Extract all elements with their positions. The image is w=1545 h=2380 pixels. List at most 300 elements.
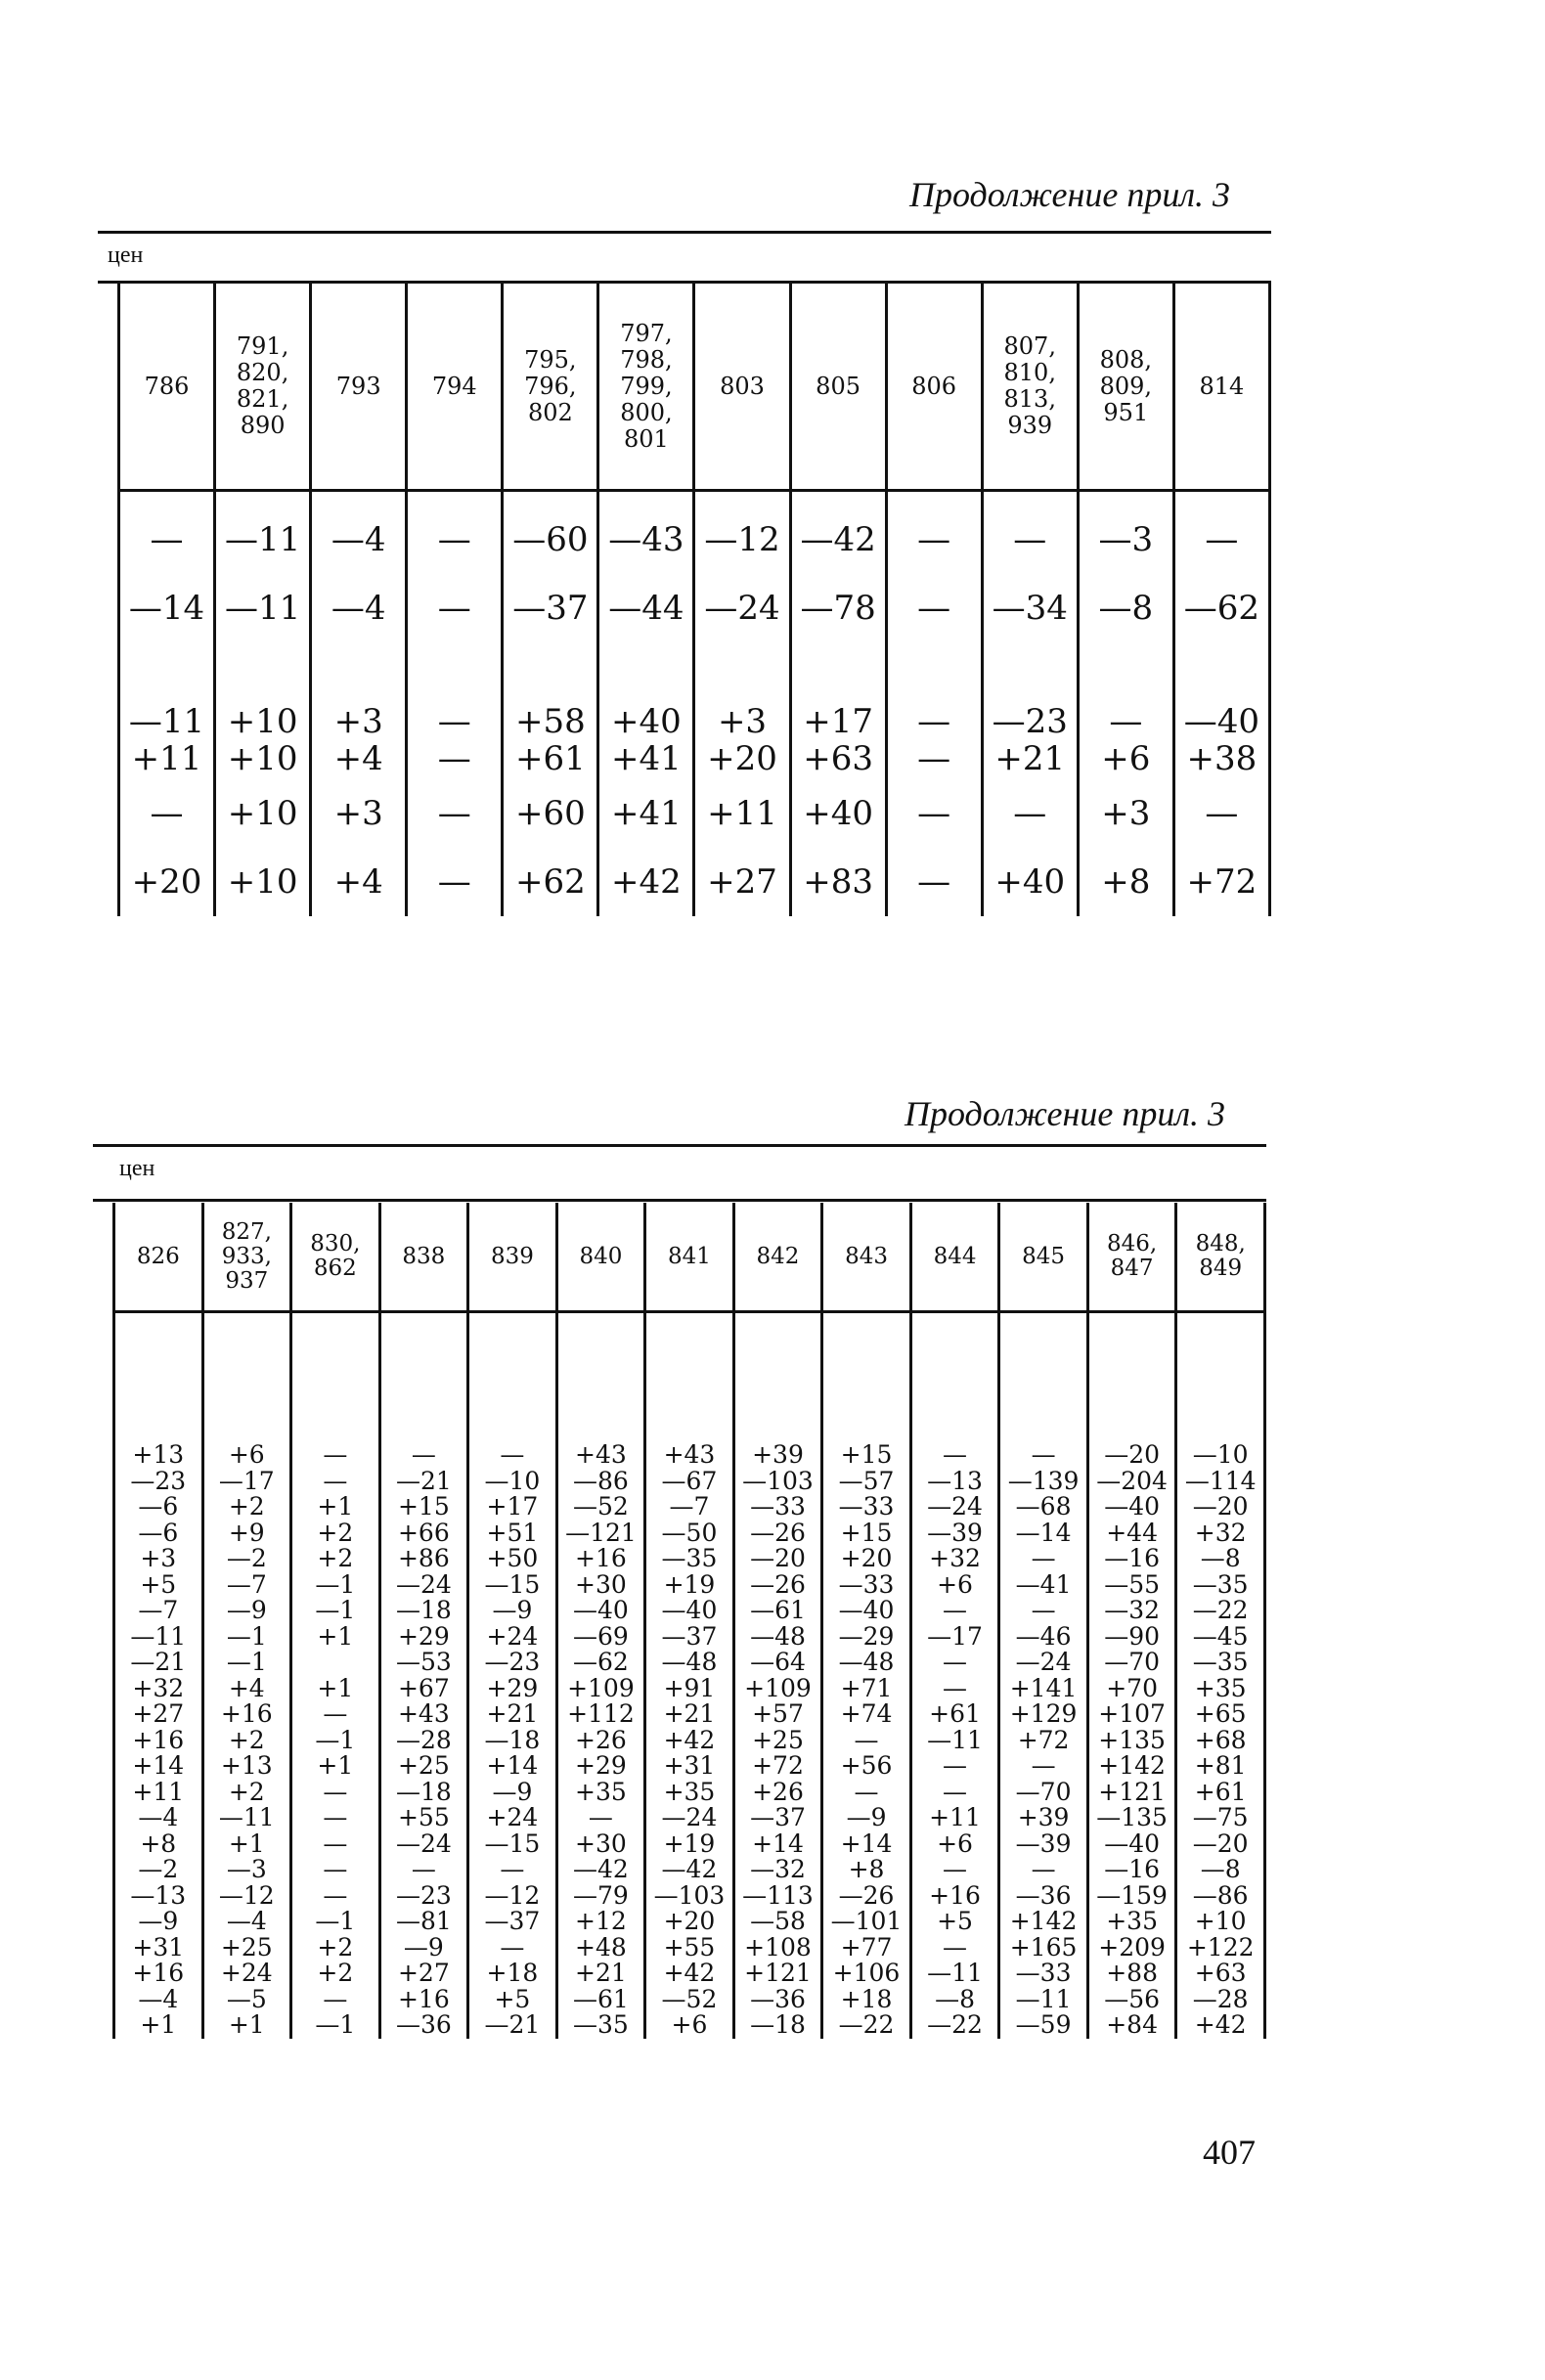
table-cell: +27 xyxy=(694,848,790,916)
table-cell: —28 xyxy=(1192,1984,1249,2013)
table-cell: —9 xyxy=(403,1932,444,1961)
top-rule-2 xyxy=(93,1144,1266,1147)
value-column xyxy=(822,1442,911,2039)
table-cell: —20 xyxy=(1104,1442,1161,1469)
table-cell: —18 xyxy=(484,1725,541,1754)
table-cell: +2 xyxy=(228,1725,265,1754)
spacer-row xyxy=(114,1325,1265,1442)
table-cell: —7 xyxy=(669,1492,710,1521)
table-cell: — xyxy=(1031,1442,1056,1469)
table-cell: +86 xyxy=(397,1544,450,1572)
table-cell: +109 xyxy=(744,1673,812,1702)
header-rule-2 xyxy=(93,1199,1266,1202)
table-cell: +1 xyxy=(140,2010,177,2039)
table-cell: —16 xyxy=(1104,1544,1161,1572)
table-cell: — xyxy=(407,506,503,574)
table-cell: +2 xyxy=(317,1959,354,1987)
table-cell: +15 xyxy=(840,1518,893,1547)
table-cell: +165 xyxy=(1009,1932,1078,1961)
table-cell: +48 xyxy=(575,1932,627,1961)
table-cell: +3 +4 xyxy=(311,701,407,779)
column-header: 845 xyxy=(999,1203,1088,1312)
table-cell: —103 xyxy=(653,1880,726,1910)
table-cell: —70 xyxy=(1104,1648,1161,1676)
column-header: 830, 862 xyxy=(291,1203,380,1312)
table-cell: +6 xyxy=(937,1569,973,1599)
table-cell: —58 xyxy=(750,1907,806,1935)
spacer-row xyxy=(119,642,1270,701)
table-cell: —12 xyxy=(484,1880,541,1910)
table-cell: — xyxy=(1031,1596,1056,1624)
table-cell: —20 xyxy=(750,1544,806,1572)
table-cell: +35 xyxy=(663,1777,716,1806)
table-cell: +3 +20 xyxy=(694,701,790,779)
table-cell: —24 xyxy=(1015,1648,1072,1676)
table-cell: —13 xyxy=(927,1466,983,1495)
table-row xyxy=(119,506,1270,574)
table-cell: +13 xyxy=(132,1442,185,1469)
table-cell: —9 xyxy=(846,1803,887,1831)
table-cell: —23 xyxy=(484,1648,541,1676)
column-header: 794 xyxy=(407,284,503,491)
table-cell: —60 xyxy=(503,506,598,574)
table-cell: +25 xyxy=(397,1751,450,1780)
table-cell: —36 xyxy=(1015,1880,1072,1910)
table-cell: +4 xyxy=(311,848,407,916)
table-cell: +10 xyxy=(1194,1907,1247,1935)
table-cell: —8 xyxy=(1078,574,1173,642)
table-cell: —22 xyxy=(927,2010,983,2039)
table-cell: —11 xyxy=(927,1959,983,1987)
table-cell: +63 xyxy=(1194,1959,1247,1987)
table-cell: — xyxy=(1031,1855,1056,1883)
table-cell: —12 xyxy=(694,506,790,574)
column-header: 814 xyxy=(1173,284,1269,491)
table-row xyxy=(119,848,1270,916)
separator-row xyxy=(114,1312,1265,1326)
table-cell: —37 xyxy=(503,574,598,642)
table-cell: +31 xyxy=(663,1751,716,1780)
table-cell: —62 xyxy=(573,1648,629,1676)
table-cell: +60 xyxy=(503,779,598,848)
table-cell: +68 xyxy=(1194,1725,1247,1754)
table-cell: —41 xyxy=(1015,1569,1072,1599)
table-cell: +43 xyxy=(663,1442,716,1469)
table-cell: — xyxy=(1031,1751,1056,1780)
table-cell: — xyxy=(1031,1544,1056,1572)
column-header: 786 xyxy=(119,284,215,491)
table-cell: — xyxy=(411,1855,436,1883)
table-cell: — xyxy=(323,1466,348,1495)
table-cell: +20 xyxy=(119,848,215,916)
table-cell: —8 xyxy=(1200,1855,1241,1883)
table-cell: — xyxy=(500,1932,525,1961)
table-cell: — xyxy=(411,1442,436,1469)
table-cell: +16 xyxy=(575,1544,627,1572)
table-cell: +10 xyxy=(215,779,311,848)
table-cell: —33 xyxy=(838,1492,895,1521)
table-cell: +35 xyxy=(1194,1673,1247,1702)
table-cell: —24 xyxy=(395,1569,452,1599)
table-cell: +40 xyxy=(982,848,1078,916)
table-cell: —4 xyxy=(138,1803,179,1831)
table-cell: —34 xyxy=(982,574,1078,642)
table-cell: +8 xyxy=(140,1829,177,1858)
table-cell: — xyxy=(323,1880,348,1910)
table-cell: —24 xyxy=(395,1829,452,1858)
table-cell: +142 xyxy=(1098,1751,1166,1780)
table-cell: —1 xyxy=(315,1725,356,1754)
table-cell: —103 xyxy=(742,1466,814,1495)
table-cell: —10 xyxy=(484,1466,541,1495)
table-row xyxy=(119,701,1270,779)
value-column xyxy=(910,1442,999,2039)
table-cell: — xyxy=(323,1699,348,1728)
table-cell: — xyxy=(943,1648,968,1676)
table-cell: —61 xyxy=(573,1984,629,2013)
table-cell: —17 xyxy=(927,1621,983,1651)
table-cell: —17 xyxy=(218,1466,275,1495)
table-cell: —68 xyxy=(1015,1492,1072,1521)
table-cell: +55 xyxy=(663,1932,716,1961)
table-cell: +65 xyxy=(1194,1699,1247,1728)
table-section-1 xyxy=(117,284,1271,916)
value-column xyxy=(379,1442,468,2039)
table-cell: +31 xyxy=(132,1932,185,1961)
table-cell: —24 xyxy=(661,1803,718,1831)
table-cell: +6 xyxy=(937,1829,973,1858)
table-cell: +10 +10 xyxy=(215,701,311,779)
table-cell: —113 xyxy=(742,1880,814,1910)
table-cell: —135 xyxy=(1096,1803,1168,1831)
table-cell: —8 xyxy=(935,1984,975,2013)
table-cell: +50 xyxy=(486,1544,539,1572)
table-cell: —26 xyxy=(750,1518,806,1547)
table-cell: +109 xyxy=(567,1673,635,1702)
table-cell: —40 xyxy=(573,1596,629,1624)
table-cell: —2 xyxy=(226,1544,267,1572)
table-cell: —32 xyxy=(1104,1596,1161,1624)
table-cell: —26 xyxy=(750,1569,806,1599)
table-cell: —11 +11 xyxy=(119,701,215,779)
column-header: 791, 820, 821, 890 xyxy=(215,284,311,491)
table-cell: +44 xyxy=(1106,1518,1158,1547)
table-cell: —45 xyxy=(1192,1621,1249,1651)
column-header: 846, 847 xyxy=(1087,1203,1176,1312)
table-cell: —67 xyxy=(661,1466,718,1495)
table-cell: — xyxy=(886,779,982,848)
table-cell: —11 xyxy=(130,1621,187,1651)
table-cell: —50 xyxy=(661,1518,718,1547)
table-cell: +16 xyxy=(220,1699,273,1728)
table-cell: —86 xyxy=(1192,1880,1249,1910)
table-cell: +61 xyxy=(1194,1777,1247,1806)
table-cell: +209 xyxy=(1098,1932,1166,1961)
value-column xyxy=(114,1442,203,2039)
table-cell: —9 xyxy=(492,1777,533,1806)
table-cell: +77 xyxy=(840,1932,893,1961)
table-cell: — xyxy=(119,779,215,848)
value-column xyxy=(1087,1442,1176,2039)
table-cell: — xyxy=(323,1803,348,1831)
table-cell: — xyxy=(886,848,982,916)
table-cell: —159 xyxy=(1096,1880,1168,1910)
table-cell: +16 xyxy=(929,1880,981,1910)
table-cell: +42 xyxy=(598,848,694,916)
table-cell: +21 xyxy=(486,1699,539,1728)
table-cell: —35 xyxy=(1192,1569,1249,1599)
table-section-2 xyxy=(112,1203,1266,2039)
column-header: 848, 849 xyxy=(1176,1203,1265,1312)
table-cell: —1 xyxy=(315,1569,356,1599)
table-cell: — xyxy=(854,1777,879,1806)
column-header: 805 xyxy=(790,284,886,491)
table-cell: +42 xyxy=(1194,2010,1247,2039)
table-cell: —42 xyxy=(573,1855,629,1883)
table-cell: +17 +63 xyxy=(790,701,886,779)
table-cell: — xyxy=(1173,779,1269,848)
table-cell: —11 xyxy=(1015,1984,1072,2013)
table-cell: — xyxy=(943,1855,968,1883)
table-cell: —75 xyxy=(1192,1803,1249,1831)
table-cell: —1 xyxy=(315,2010,356,2039)
table-cell: +30 xyxy=(575,1829,627,1858)
table-cell: +72 xyxy=(752,1751,804,1780)
table-cell: +17 xyxy=(486,1492,539,1521)
table-cell: —53 xyxy=(395,1648,452,1676)
table-cell: +18 xyxy=(840,1984,893,2013)
table-cell: —8 xyxy=(1200,1544,1241,1572)
separator-row xyxy=(119,491,1270,507)
table-cell: +11 xyxy=(694,779,790,848)
table-cell: —6 xyxy=(138,1518,179,1547)
table-cell: +32 xyxy=(1194,1518,1247,1547)
table-cell: — xyxy=(943,1777,968,1806)
table-cell: +11 xyxy=(132,1777,185,1806)
table-cell: —11 xyxy=(215,506,311,574)
table-cell: +20 xyxy=(663,1907,716,1935)
table-cell: —56 xyxy=(1104,1984,1161,2013)
table-cell: — xyxy=(500,1442,525,1469)
table-cell: +40 xyxy=(790,779,886,848)
table-cell: +14 xyxy=(752,1829,804,1858)
table-cell: —40 xyxy=(661,1596,718,1624)
table-cell: —9 xyxy=(138,1907,179,1935)
table-cell: —23 xyxy=(130,1466,187,1495)
table-cell: +11 xyxy=(929,1803,981,1831)
table-cell: —32 xyxy=(750,1855,806,1883)
column-header: 841 xyxy=(645,1203,734,1312)
table-cell: +62 xyxy=(503,848,598,916)
table-cell: —44 xyxy=(598,574,694,642)
table-cell: +24 xyxy=(486,1803,539,1831)
table-cell: —1 xyxy=(226,1648,267,1676)
table-cell: +1 xyxy=(317,1673,354,1702)
table-cell: —21 xyxy=(130,1648,187,1676)
table-cell: —59 xyxy=(1015,2010,1072,2039)
continuation-title-2: Продолжение прил. 3 xyxy=(905,1094,1226,1133)
column-header: 793 xyxy=(311,284,407,491)
table-cell: —35 xyxy=(1192,1648,1249,1676)
table-cell: —46 xyxy=(1015,1621,1072,1651)
table-cell: —1 xyxy=(315,1596,356,1624)
column-header: 806 xyxy=(886,284,982,491)
table-cell: —121 xyxy=(565,1518,637,1547)
table-cell: — xyxy=(407,779,503,848)
table-cell: +41 xyxy=(598,779,694,848)
table-cell: —24 xyxy=(694,574,790,642)
table-cell: +42 xyxy=(663,1725,716,1754)
table-cell: +8 xyxy=(848,1855,885,1883)
table-cell: — xyxy=(407,574,503,642)
table-cell: +1 xyxy=(317,1751,354,1780)
table-cell: +29 xyxy=(397,1621,450,1651)
table-cell: +25 xyxy=(752,1725,804,1754)
table-cell: —22 xyxy=(838,2010,895,2039)
table-cell: +56 xyxy=(840,1751,893,1780)
table-cell: +40 +41 xyxy=(598,701,694,779)
table-cell: —4 xyxy=(311,574,407,642)
table-cell: +51 xyxy=(486,1518,539,1547)
column-header: 807, 810, 813, 939 xyxy=(982,284,1078,491)
value-column xyxy=(1176,1442,1265,2039)
table-cell: —204 xyxy=(1096,1466,1168,1495)
table-cell: +55 xyxy=(397,1803,450,1831)
table-cell: —37 xyxy=(484,1907,541,1935)
table-cell: —29 xyxy=(838,1621,895,1651)
header-row xyxy=(114,1203,1265,1312)
table-cell: —36 xyxy=(395,2010,452,2039)
header-row xyxy=(119,284,1270,491)
table-cell: —64 xyxy=(750,1648,806,1676)
table-cell: —33 xyxy=(838,1569,895,1599)
table-cell: +13 xyxy=(220,1751,273,1780)
table-cell: —15 xyxy=(484,1829,541,1858)
table-cell: —40 +38 xyxy=(1173,701,1269,779)
table-cell: +24 xyxy=(486,1621,539,1651)
table-cell: +39 xyxy=(752,1442,804,1469)
table-cell: +24 xyxy=(220,1959,273,1987)
table-cell: +107 xyxy=(1098,1699,1166,1728)
values-row xyxy=(114,1442,1265,2039)
table-cell: +21 xyxy=(575,1959,627,1987)
table-cell: +58 +61 xyxy=(503,701,598,779)
table-cell: +2 xyxy=(228,1777,265,1806)
table-cell: — xyxy=(323,1829,348,1858)
table-cell: —70 xyxy=(1015,1777,1072,1806)
header-fragment-1: цен xyxy=(108,242,144,268)
table-cell: —7 xyxy=(138,1596,179,1624)
table-row xyxy=(119,574,1270,642)
table-cell: —78 xyxy=(790,574,886,642)
table-cell xyxy=(292,1650,378,1676)
table-cell: +29 xyxy=(486,1673,539,1702)
table-cell: —101 xyxy=(830,1907,903,1935)
table-cell: +1 xyxy=(317,1492,354,1521)
table-cell: —9 xyxy=(492,1596,533,1624)
table-cell: —2 xyxy=(138,1855,179,1883)
column-header: 838 xyxy=(379,1203,468,1312)
table-cell: +16 xyxy=(132,1725,185,1754)
table-cell: —18 xyxy=(395,1777,452,1806)
table-cell: —21 xyxy=(484,2010,541,2039)
table-cell: +20 xyxy=(840,1544,893,1572)
table-cell: +14 xyxy=(132,1751,185,1780)
column-header: 808, 809, 951 xyxy=(1078,284,1173,491)
table-cell: +91 xyxy=(663,1673,716,1702)
table-cell: —15 xyxy=(484,1569,541,1599)
table-cell: +26 xyxy=(752,1777,804,1806)
table-cell: —9 xyxy=(226,1596,267,1624)
table-cell: —43 xyxy=(598,506,694,574)
table-cell: +27 xyxy=(397,1959,450,1987)
table-cell: +5 xyxy=(140,1569,177,1599)
table-row xyxy=(119,779,1270,848)
value-column xyxy=(999,1442,1088,2039)
table-cell: +74 xyxy=(840,1699,893,1728)
top-rule-1 xyxy=(98,231,1271,234)
table-cell: +15 xyxy=(397,1492,450,1521)
table-cell: +14 xyxy=(486,1751,539,1780)
table-cell: +32 xyxy=(929,1544,981,1572)
column-header: 843 xyxy=(822,1203,911,1312)
table-cell: —4 xyxy=(311,506,407,574)
table-cell: +21 xyxy=(663,1699,716,1728)
table-cell: — xyxy=(943,1751,968,1780)
table-cell: —52 xyxy=(573,1492,629,1521)
table-cell: +108 xyxy=(744,1932,812,1961)
page-number: 407 xyxy=(1203,2133,1256,2172)
table-cell: +129 xyxy=(1009,1699,1078,1728)
table-cell: +10 xyxy=(215,848,311,916)
table-cell: +19 xyxy=(663,1569,716,1599)
table-cell: —42 xyxy=(661,1855,718,1883)
table-cell: — xyxy=(407,848,503,916)
column-header: 797, 798, 799, 800, 801 xyxy=(598,284,694,491)
table-cell: —23 xyxy=(395,1880,452,1910)
table-cell: +71 xyxy=(840,1673,893,1702)
table-cell: — xyxy=(323,1855,348,1883)
table-cell: —18 xyxy=(395,1596,452,1624)
table-cell: +72 xyxy=(1173,848,1269,916)
value-column xyxy=(291,1442,380,2039)
continuation-title-1: Продолжение прил. 3 xyxy=(909,175,1231,214)
table-cell: —20 xyxy=(1192,1492,1249,1521)
table-cell: —14 xyxy=(119,574,215,642)
column-header: 795, 796, 802 xyxy=(503,284,598,491)
table-cell: —40 xyxy=(1104,1492,1161,1521)
column-header: 827, 933, 937 xyxy=(202,1203,291,1312)
table-cell: +6 xyxy=(228,1442,265,1469)
table-cell: —16 xyxy=(1104,1855,1161,1883)
value-column xyxy=(556,1442,645,2039)
table-cell: — xyxy=(982,779,1078,848)
table-cell: +42 xyxy=(663,1959,716,1987)
table-cell: —1 xyxy=(226,1621,267,1651)
table-cell: +122 xyxy=(1186,1932,1255,1961)
table-cell: — xyxy=(943,1596,968,1624)
table-cell: +16 xyxy=(397,1984,450,2013)
table-cell: +5 xyxy=(937,1907,973,1935)
value-column xyxy=(202,1442,291,2039)
table-cell: —48 xyxy=(838,1648,895,1676)
table-cell: —1 xyxy=(315,1907,356,1935)
column-header: 842 xyxy=(733,1203,822,1312)
table-cell: +72 xyxy=(1017,1725,1070,1754)
table-cell: —36 xyxy=(750,1984,806,2013)
table-cell: — xyxy=(1173,506,1269,574)
table-cell: +3 xyxy=(140,1544,177,1572)
